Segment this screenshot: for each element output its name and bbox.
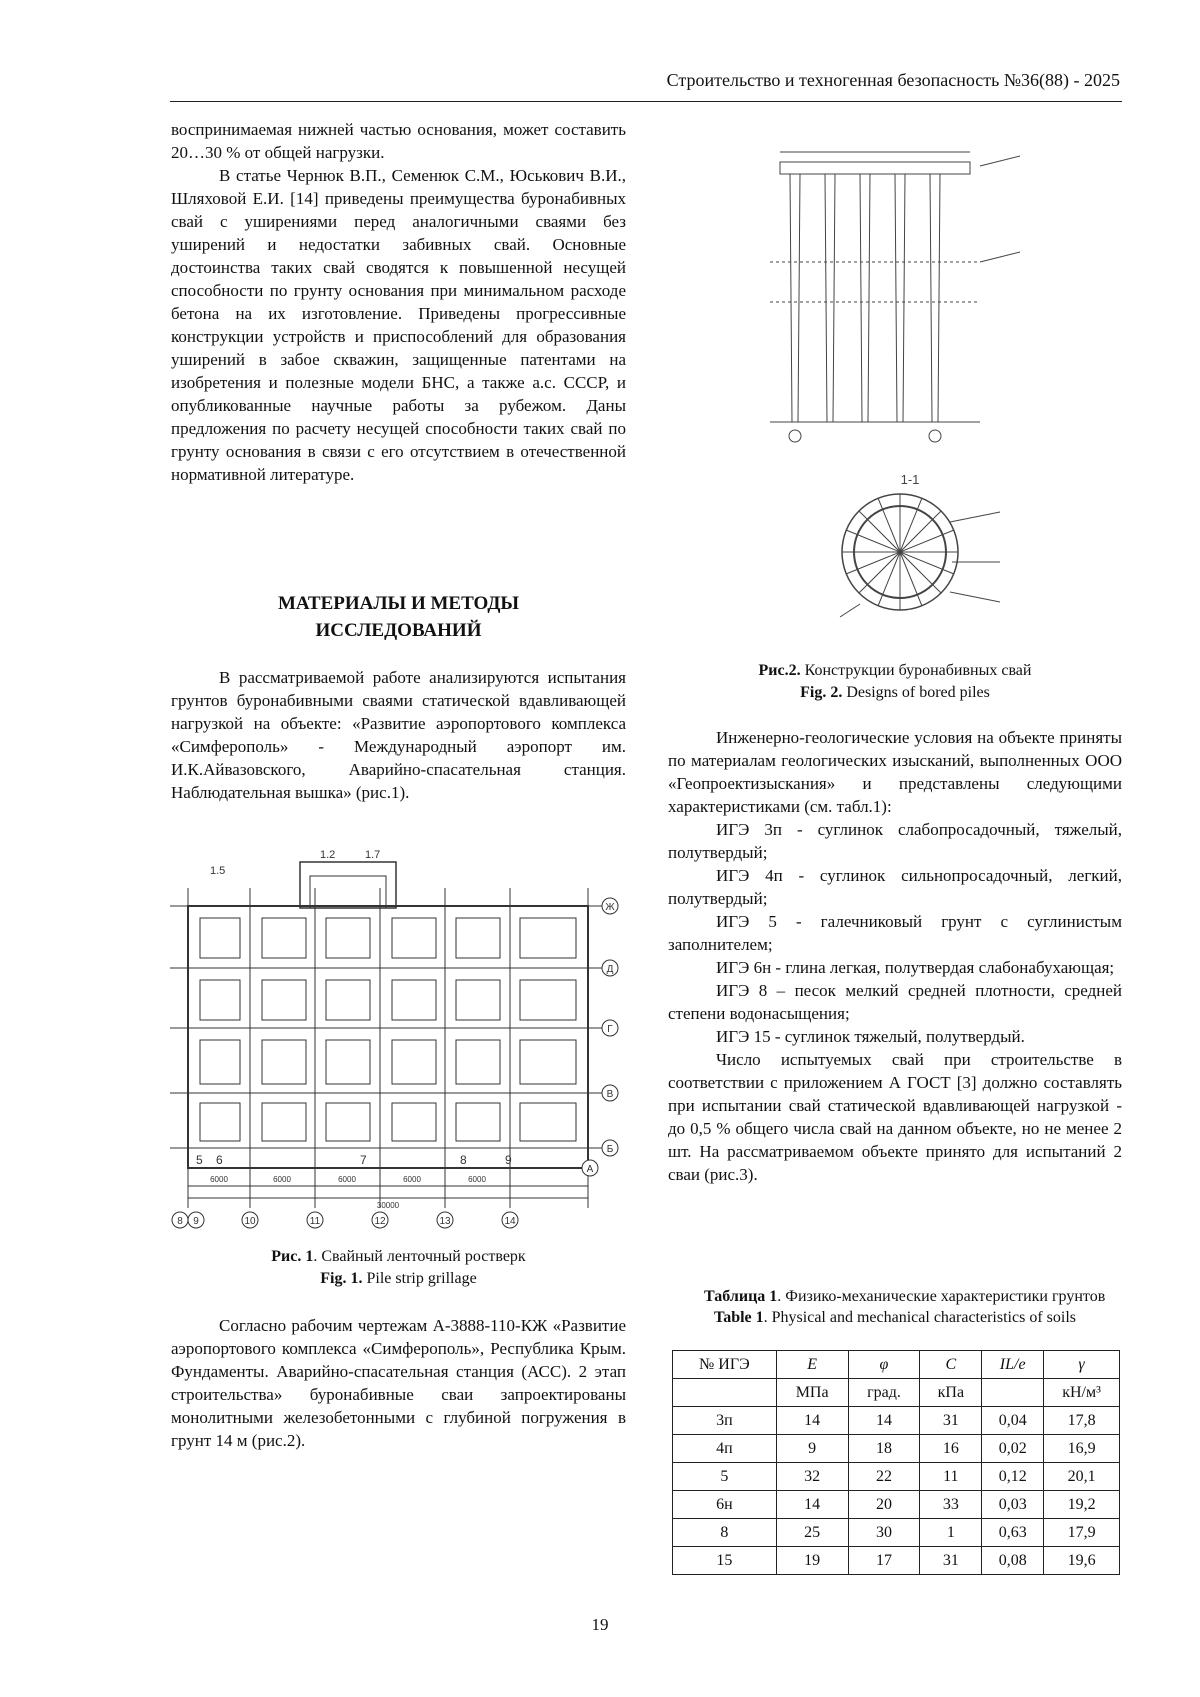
section-mark-top: 1.2 [320, 849, 336, 861]
dim-label: 6000 [403, 1175, 421, 1184]
table-cell: 0,08 [982, 1547, 1044, 1575]
table-cell: 4п [673, 1435, 777, 1463]
axis-row-label: Ж [605, 902, 615, 913]
header-rule [170, 101, 1122, 102]
section-mark: 6 [216, 1153, 223, 1167]
table-cell: 18 [848, 1435, 920, 1463]
left-paragraph-4-block [171, 1314, 626, 1452]
axis-row-label: Г [607, 1024, 613, 1035]
section-mark: 5 [196, 1153, 203, 1167]
section-mark-top: 1.7 [365, 849, 381, 861]
table-cell: 30 [848, 1519, 920, 1547]
table-cell: 25 [776, 1519, 848, 1547]
ige-item: ИГЭ 3п - суглинок слабопросадочный, тяжелый, полутвердый; [668, 820, 1122, 862]
left-paragraph-3-block [171, 666, 626, 804]
table-1-caption-en [668, 1307, 1122, 1328]
caption-text: Designs of bored piles [842, 684, 990, 701]
table-header-cell: E [776, 1351, 848, 1379]
table-header-cell: IL/e [982, 1351, 1044, 1379]
soil-properties-table [672, 1350, 1120, 1575]
caption-text: . Physical and mechanical characteristics of soils [763, 1309, 1076, 1326]
figure-1-caption [171, 1246, 626, 1290]
table-unit-cell [982, 1379, 1044, 1407]
table-row [673, 1519, 1120, 1547]
axis-col-label: 10 [244, 1216, 256, 1227]
table-cell: 0,63 [982, 1519, 1044, 1547]
figure-2-caption-ru [668, 660, 1122, 682]
section-title-line-2: ИССЛЕДОВАНИЙ [315, 620, 482, 641]
ige-item: ИГЭ 8 – песок мелкий средней плотности, средней степени водонасыщения; [668, 981, 1122, 1023]
right-text-block [668, 726, 1122, 1186]
figure-2-cross-section [800, 472, 1040, 622]
table-cell: 15 [673, 1547, 777, 1575]
axis-row-label: А [586, 1164, 594, 1175]
table-cell: 32 [776, 1463, 848, 1491]
table-cell: 5 [673, 1463, 777, 1491]
axis-col-label: 13 [439, 1216, 451, 1227]
figure-2-pile-elevation [770, 122, 1040, 447]
table-cell: 0,12 [982, 1463, 1044, 1491]
left-paragraph-2: В статье Чернюк В.П., Семенюк С.М., Юськович В.И., Шляховой Е.И. [14] приведены преимущества буронабивных свай с уширениями перед аналогичными сваями без уширений и недостатки забивных свай. Основные достоинства таких свай сводятся к повышенной несущей способности по грунту основания при минимальном расходе бетона на их изготовление. Приведены прогрессивные конструкции устройств и приспособлений для образования уширений в забое скважин, защищенные патентами на изобретения и полезные модели БНС, а также а.с. СССР, и опубликованные научные работы за рубежом. Даны предложения по расчету несущей способности таких свай по грунту основания в связи с его отсутствием в отечественной нормативной литературе. [171, 166, 626, 484]
table-row [673, 1491, 1120, 1519]
table-cell: 17,9 [1044, 1519, 1120, 1547]
table-cell: 31 [920, 1407, 982, 1435]
page-number: 19 [591, 1615, 609, 1634]
left-paragraph-3: В рассматриваемой работе анализируются испытания грунтов буронабивными сваями статической вдавливающей нагрузкой на объекте: «Развитие аэропортового комплекса «Симферополь» - Международный аэропорт им. И.К.Айвазовского, Аварийно-спасательная станция. Наблюдательная вышка» (рис.1). [171, 668, 626, 802]
table-row [673, 1435, 1120, 1463]
table-cell: 3п [673, 1407, 777, 1435]
table-cell: 31 [920, 1547, 982, 1575]
table-row [673, 1407, 1120, 1435]
table-cell: 20 [848, 1491, 920, 1519]
caption-text: Pile strip grillage [362, 1270, 477, 1287]
table-units-row [673, 1379, 1120, 1407]
left-paragraph-1: воспринимаемая нижней частью основания, может составить 20…30 % от общей нагрузки. [171, 120, 626, 162]
figure-1-drawing [170, 848, 626, 1240]
caption-text: Конструкции буронабивных свай [800, 662, 1032, 679]
table-cell: 11 [920, 1463, 982, 1491]
table-cell: 20,1 [1044, 1463, 1120, 1491]
table-unit-cell: МПа [776, 1379, 848, 1407]
table-cell: 22 [848, 1463, 920, 1491]
table-header-cell: γ [1044, 1351, 1120, 1379]
caption-text: . Свайный ленточный ростверк [313, 1248, 526, 1265]
left-paragraph-4: Согласно рабочим чертежам А-3888-110-КЖ «Развитие аэропортового комплекса «Симферополь», Республика Крым. Фундаменты. Аварийно-спасательная станция (АСС). 2 этап строительства» буронабивные сваи запроектированы монолитными железобетонными с глубиной погружения в грунт 14 м (рис.2). [171, 1316, 626, 1450]
dim-label: 6000 [338, 1175, 356, 1184]
table-cell: 14 [848, 1407, 920, 1435]
figure-2-caption-en [668, 682, 1122, 704]
dim-label: 6000 [273, 1175, 291, 1184]
table-unit-cell: кН/м³ [1044, 1379, 1120, 1407]
axis-col-label: 11 [309, 1216, 321, 1227]
table-cell: 17 [848, 1547, 920, 1575]
axis-col-label: 9 [193, 1216, 199, 1227]
caption-label: Fig. 1. [320, 1270, 363, 1287]
section-1-1-label: 1-1 [900, 472, 920, 487]
axis-row-label: В [606, 1089, 614, 1100]
table-header-cell: C [920, 1351, 982, 1379]
section-title-line-1: МАТЕРИАЛЫ И МЕТОДЫ [277, 593, 520, 614]
table-cell: 0,02 [982, 1435, 1044, 1463]
section-mark: 8 [460, 1153, 467, 1167]
ige-item: ИГЭ 5 - галечниковый грунт с суглинистым заполнителем; [668, 912, 1122, 954]
table-cell: 19,2 [1044, 1491, 1120, 1519]
table-header-cell: № ИГЭ [673, 1351, 777, 1379]
table-cell: 16,9 [1044, 1435, 1120, 1463]
axis-col-label: 12 [374, 1216, 386, 1227]
caption-label: Table 1 [714, 1309, 764, 1326]
table-header-row [673, 1351, 1120, 1379]
left-column [171, 118, 626, 486]
caption-label: Рис.2. [758, 662, 801, 679]
section-mark: 9 [505, 1153, 512, 1167]
figure-2-caption [668, 660, 1122, 704]
table-cell: 14 [776, 1407, 848, 1435]
table-cell: 33 [920, 1491, 982, 1519]
table-cell: 16 [920, 1435, 982, 1463]
ige-item: ИГЭ 15 - суглинок тяжелый, полутвердый. [716, 1027, 1025, 1046]
table-1-caption-ru [668, 1286, 1122, 1307]
axis-col-label: 8 [177, 1216, 183, 1227]
table-cell: 17,8 [1044, 1407, 1120, 1435]
table-cell: 19,6 [1044, 1547, 1120, 1575]
axis-row-label: Д [606, 964, 614, 975]
table-cell: 1 [920, 1519, 982, 1547]
table-cell: 9 [776, 1435, 848, 1463]
table-cell: 0,04 [982, 1407, 1044, 1435]
table-cell: 8 [673, 1519, 777, 1547]
right-paragraph-1: Инженерно-геологические условия на объекте приняты по материалам геологических изысканий, выполненных ООО «Геопроектизыскания» и представлены следующими характеристиками (см. табл.1): [668, 728, 1122, 816]
caption-label: Рис. 1 [271, 1248, 314, 1265]
dim-total-label: 30000 [376, 1201, 400, 1210]
pile-grillage-plan [170, 848, 626, 1240]
ige-item: ИГЭ 6н - глина легкая, полутвердая слабонабухающая; [716, 958, 1115, 977]
pile-cross-section [800, 472, 1040, 622]
caption-text: . Физико-механические характеристики грунтов [777, 1288, 1106, 1305]
bored-piles-elevation [770, 122, 1040, 447]
section-mark-top: 1.5 [210, 865, 226, 877]
table-header-cell: φ [848, 1351, 920, 1379]
table-unit-cell [673, 1379, 777, 1407]
right-paragraph-2: Число испытуемых свай при строительстве в соответствии с приложением А ГОСТ [3] должно составлять при испытании свай статической вдавливающей нагрузкой - до 0,5 % общего числа свай на данном объекте, но не менее 2 шт. На рассматриваемом объекте принято для испытаний 2 сваи (рис.3). [668, 1050, 1122, 1184]
dim-label: 6000 [210, 1175, 228, 1184]
caption-label: Таблица 1 [704, 1288, 778, 1305]
axis-row-label: Б [606, 1144, 614, 1155]
figure-1-caption-ru [171, 1246, 626, 1268]
table-cell: 14 [776, 1491, 848, 1519]
table-cell: 0,03 [982, 1491, 1044, 1519]
table-row [673, 1547, 1120, 1575]
table-unit-cell: град. [848, 1379, 920, 1407]
journal-header: Строительство и техногенная безопасность №36(88) - 2025 [666, 70, 1120, 90]
table-cell: 19 [776, 1547, 848, 1575]
section-mark: 7 [360, 1153, 367, 1167]
section-heading [171, 590, 626, 644]
caption-label: Fig. 2. [800, 684, 843, 701]
dim-label: 6000 [468, 1175, 486, 1184]
table-row [673, 1463, 1120, 1491]
ige-item: ИГЭ 4п - суглинок сильнопросадочный, легкий, полутвердый; [668, 866, 1122, 908]
table-1-caption [668, 1286, 1122, 1328]
axis-col-label: 14 [504, 1216, 516, 1227]
table-unit-cell: кПа [920, 1379, 982, 1407]
table-cell: 6н [673, 1491, 777, 1519]
figure-1-caption-en [171, 1268, 626, 1290]
